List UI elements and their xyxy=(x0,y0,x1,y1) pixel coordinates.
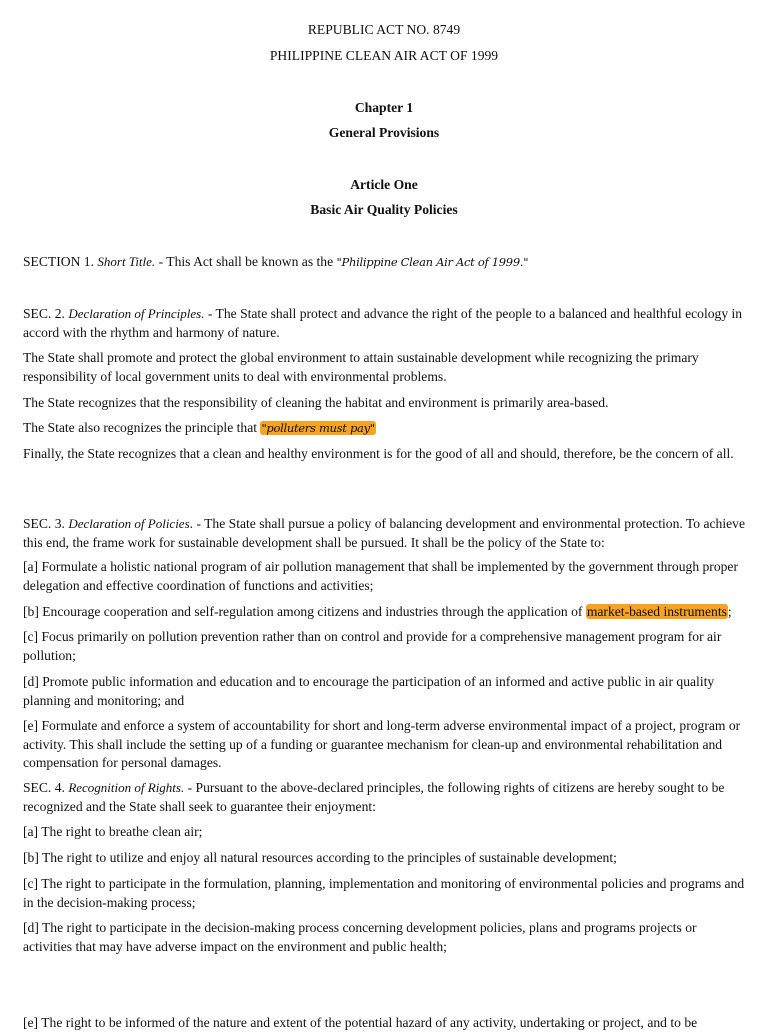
chapter-heading: Chapter 1 xyxy=(354,100,414,115)
section-4-item-d: [d] The right to participate in the decision-making process concerning development policies, plans and programs projects or activities that may have adverse impact on the environment and public health; xyxy=(23,920,697,954)
section-3-text: . - The State shall pursue a policy of balancing development and environmental protection. To achieve this end, the frame work for sustainable development shall be pursued. It shall be the policy of the State to: xyxy=(23,516,745,550)
section-2-text: - The State shall protect and advance the right of the people to a balanced and healthful ecology in accord with the rhythm and harmony of nature. xyxy=(23,306,743,340)
act-number: REPUBLIC ACT NO. 8749 xyxy=(307,22,461,37)
section-4-item-c: [c] The right to participate in the formulation, planning, implementation and monitoring of environmental policies and programs and in the decision-making process; xyxy=(23,876,745,910)
section-3-item-b-text: [b] Encourage cooperation and self-regulation among citizens and industries through the application of xyxy=(23,604,586,619)
section-1-prefix: SECTION 1. xyxy=(23,254,98,269)
act-title: PHILIPPINE CLEAN AIR ACT OF 1999 xyxy=(269,48,499,63)
chapter-title: General Provisions xyxy=(328,125,440,140)
section-4-item-a: [a] The right to breathe clean air; xyxy=(23,824,203,839)
section-4-label: Recognition of Rights. xyxy=(68,780,185,795)
section-3-item-a: [a] Formulate a holistic national program of air pollution management that shall be implemented by the government through proper delegation and effective coordination of functions and activities; xyxy=(23,559,738,593)
section-2-label: Declaration of Principles. xyxy=(68,306,205,321)
section-4-item-b: [b] The right to utilize and enjoy all natural resources according to the principles of sustainable development; xyxy=(23,850,617,865)
highlight-market-based-instruments: market-based instruments xyxy=(586,604,727,619)
section-2-para-2: The State shall promote and protect the global environment to attain sustainable development while recognizing the primary responsibility of local government units to deal with environmental problems. xyxy=(23,350,699,384)
section-3-item-e: [e] Formulate and enforce a system of accountability for short and long-term adverse environmental impact of a project, program or activity. This shall include the setting up of a funding or guarantee mechanism for clean-up and environmental rehabilitation and compensation for personal damages. xyxy=(23,718,741,770)
section-4-text: - Pursuant to the above-declared principles, the following rights of citizens are hereby sought to be recognized and the State shall seek to guarantee their enjoyment: xyxy=(23,780,725,814)
section-3-item-b-end: ; xyxy=(727,604,732,619)
section-3-item-c: [c] Focus primarily on pollution prevention rather than on control and provide for a comprehensive management program for air pollution; xyxy=(23,629,722,663)
section-2-para-5: Finally, the State recognizes that a clean and healthy environment is for the good of all and should, therefore, be the concern of all. xyxy=(23,446,734,461)
section-1-quote: "Philippine Clean Air Act of 1999." xyxy=(336,255,529,269)
section-4-para-1 xyxy=(23,779,749,816)
section-3-prefix: SEC. 3. xyxy=(23,516,69,531)
section-2-para-4 xyxy=(23,419,749,438)
section-1-label: Short Title. xyxy=(97,254,156,269)
article-title: Basic Air Quality Policies xyxy=(310,202,458,217)
section-2-prefix: SEC. 2. xyxy=(23,306,69,321)
article-heading: Article One xyxy=(350,177,418,192)
section-3-item-d: [d] Promote public information and education and to encourage the participation of an informed and active public in air quality planning and monitoring; and xyxy=(23,674,715,708)
section-3-label: Declaration of Policies xyxy=(68,516,190,531)
section-3-para-1 xyxy=(23,515,749,552)
highlight-polluters-must-pay: "polluters must pay" xyxy=(261,421,375,435)
section-2-para-4-text: The State also recognizes the principle that xyxy=(23,420,261,435)
section-4-prefix: SEC. 4. xyxy=(23,780,69,795)
section-1 xyxy=(23,253,749,272)
section-2-para-1 xyxy=(23,305,749,342)
section-1-text: - This Act shall be known as the xyxy=(155,254,337,269)
section-2-para-3: The State recognizes that the responsibility of cleaning the habitat and environment is primarily area-based. xyxy=(23,395,609,410)
section-3-item-b xyxy=(23,603,749,622)
section-4-item-e: [e] The right to be informed of the nature and extent of the potential hazard of any activity, undertaking or project, and to be xyxy=(23,1015,698,1030)
